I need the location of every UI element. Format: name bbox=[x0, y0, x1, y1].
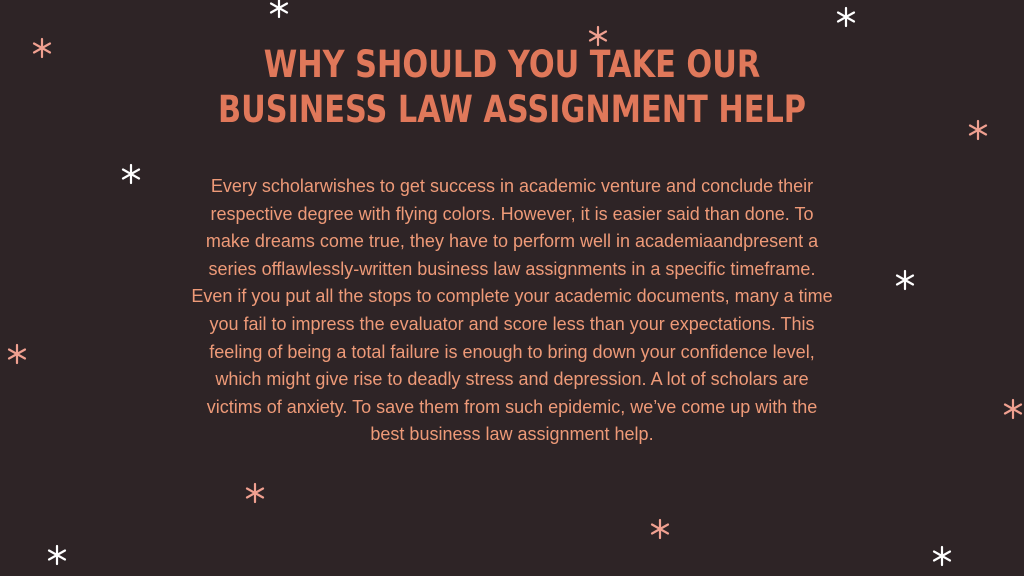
sparkle-star-icon bbox=[894, 269, 916, 291]
sparkle-star-icon bbox=[835, 6, 857, 28]
sparkle-star-icon bbox=[120, 163, 142, 185]
sparkle-star-icon bbox=[6, 343, 28, 365]
sparkle-star-icon bbox=[1002, 398, 1024, 420]
sparkle-star-icon bbox=[649, 518, 671, 540]
sparkle-star-icon bbox=[31, 37, 53, 59]
slide-title: WHY SHOULD YOU TAKE OUR BUSINESS LAW ASSIGNMENT HELP bbox=[217, 43, 807, 131]
sparkle-star-icon bbox=[967, 119, 989, 141]
sparkle-star-icon bbox=[46, 544, 68, 566]
sparkle-star-icon bbox=[587, 25, 609, 47]
sparkle-star-icon bbox=[268, 0, 290, 19]
sparkle-star-icon bbox=[931, 545, 953, 567]
slide-body-text: Every scholarwishes to get success in academic venture and conclude their respective degree with flying colors. However, it is easier said than done. To make dreams come true, they have to perform well in academiaandpresent a series offlawlessly-written business law assignments in a specific timeframe. Even if you put all the stops to complete your academic documents, many a time you fail to impress the evaluator and score less than your expectations. This feeling of being a total failure is enough to bring down your confidence level, which might give rise to deadly stress and depression. A lot of scholars are victims of anxiety. To save them from such epidemic, we’ve come up with the best business law assignment help. bbox=[191, 176, 833, 445]
sparkle-star-icon bbox=[244, 482, 266, 504]
